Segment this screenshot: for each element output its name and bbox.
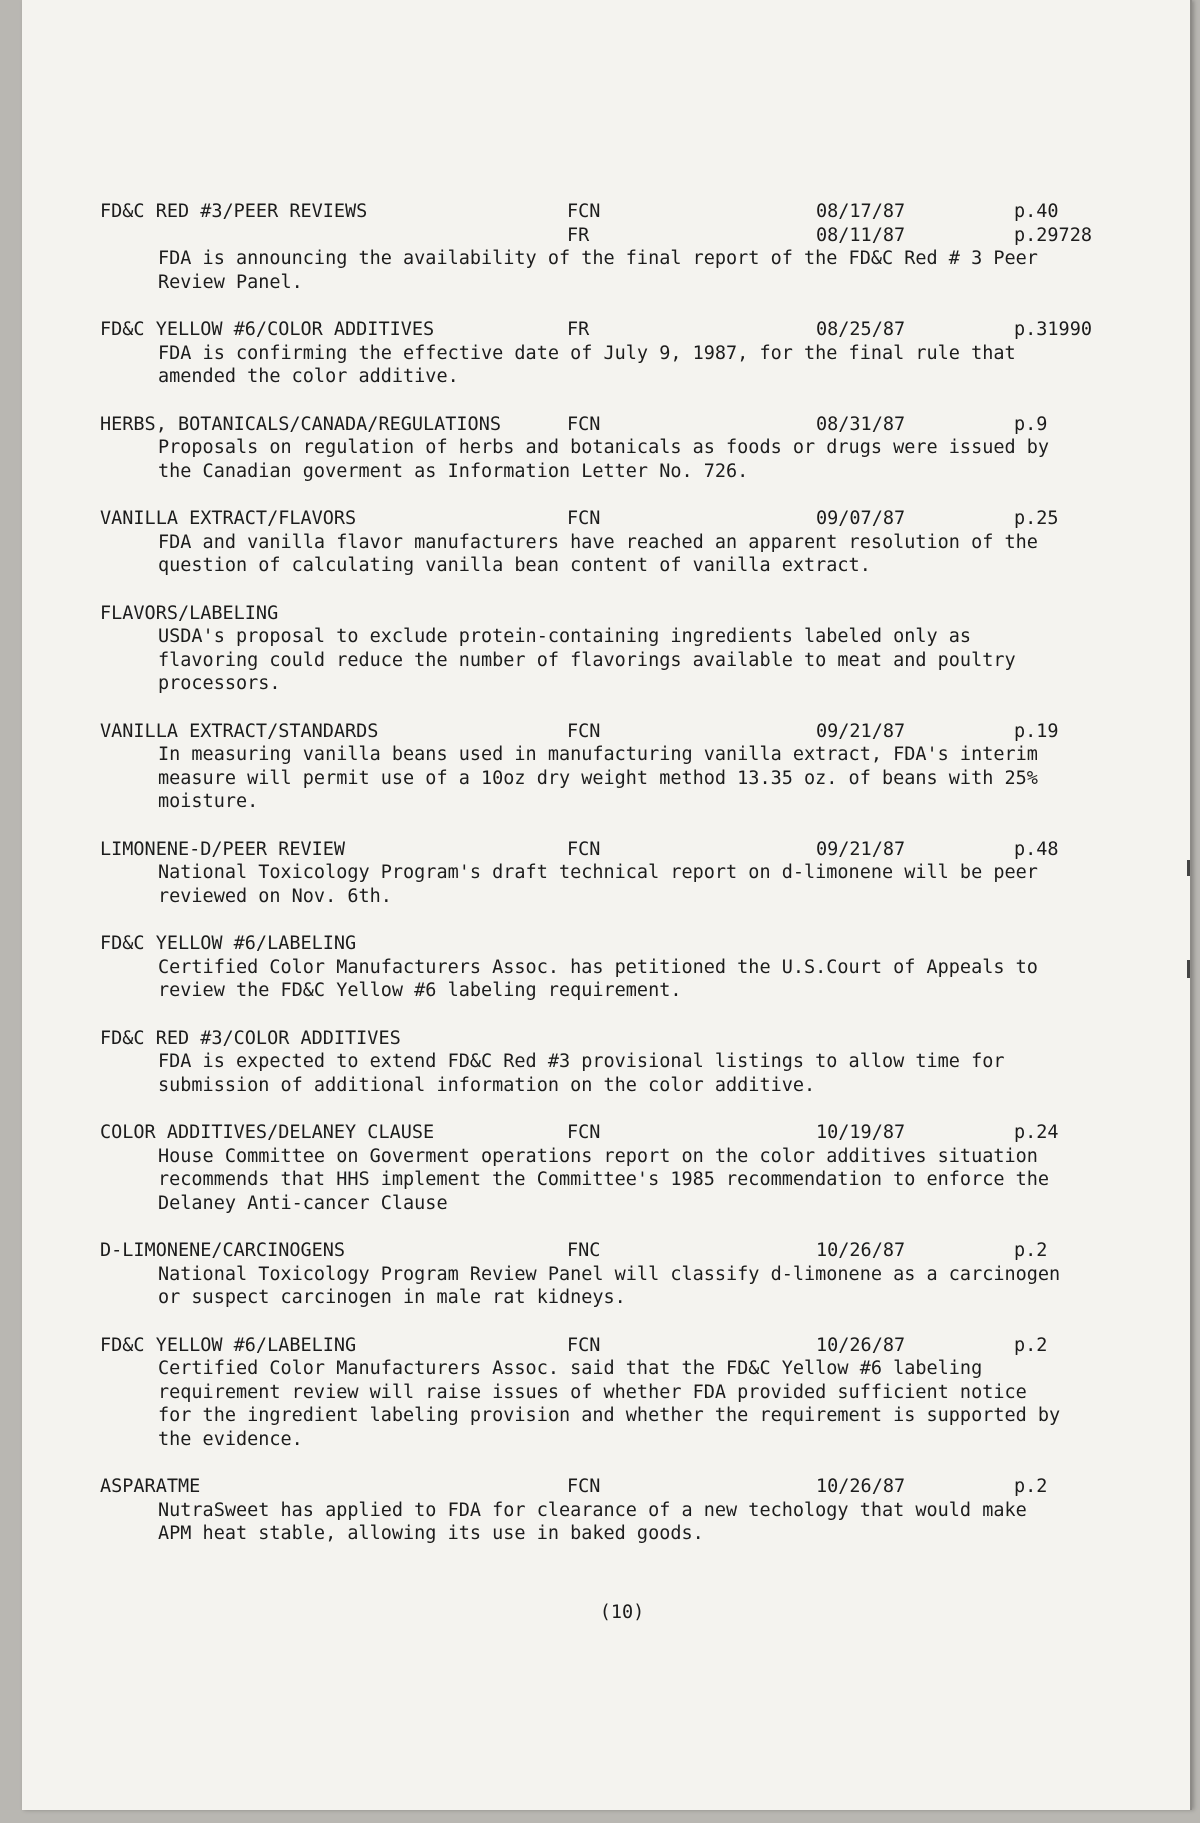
citation-source: FCN (567, 1122, 601, 1143)
description-line: question of calculating vanilla bean content of vanilla extract. (158, 555, 871, 576)
entry-subject: FD&C YELLOW #6/LABELING (100, 1334, 357, 1356)
page-edge-mark (1187, 960, 1190, 978)
citation-source: FCN (567, 1334, 601, 1356)
citation-source: FCN (567, 1476, 601, 1497)
citation-page: p.9 (1014, 413, 1048, 435)
entry-subject: FD&C RED #3/COLOR ADDITIVES (100, 1027, 401, 1049)
entry-description (158, 743, 1158, 814)
description-line: FDA is expected to extend FD&C Red #3 provisional listings to allow time for (158, 1051, 1005, 1072)
index-entry (100, 932, 1160, 1003)
entry-description (158, 861, 1158, 908)
description-line: or suspect carcinogen in male rat kidneys. (158, 1287, 626, 1308)
entry-header-row (100, 838, 1160, 862)
entry-description (158, 247, 1158, 294)
entry-description (158, 1357, 1158, 1451)
description-line: National Toxicology Program's draft technical report on d-limonene will be peer (158, 862, 1038, 883)
description-line: FDA is announcing the availability of the final report of the FD&C Red # 3 Peer (158, 248, 1038, 269)
entry-header-row (100, 720, 1160, 744)
index-entry (100, 413, 1160, 484)
description-line: Proposals on regulation of herbs and botanicals as foods or drugs were issued by (158, 437, 1050, 458)
description-line: NutraSweet has applied to FDA for clearance of a new techology that would make (158, 1499, 1027, 1521)
description-line: In measuring vanilla beans used in manufacturing vanilla extract, FDA's interim (158, 744, 1038, 765)
index-entry (100, 838, 1160, 909)
entry-header-row (100, 224, 1160, 248)
citation-date: 09/07/87 (816, 508, 906, 529)
entry-header-row (100, 507, 1160, 531)
entry-subject: D-LIMONENE/CARCINOGENS (100, 1240, 346, 1261)
entry-header-row (100, 1475, 1160, 1499)
description-line: Delaney Anti-cancer Clause (158, 1192, 448, 1214)
index-entry (100, 1027, 1160, 1098)
entry-description (158, 625, 1158, 696)
citation-date: 10/26/87 (816, 1240, 906, 1261)
description-line: for the ingredient labeling provision and whether the requirement is supported by (158, 1405, 1061, 1426)
index-entry (100, 1121, 1160, 1215)
citation-date: 10/26/87 (816, 1476, 906, 1497)
entry-header-row (100, 318, 1160, 342)
citation-page: p.29728 (1014, 224, 1092, 246)
description-line: House Committee on Goverment operations report on the color additives situation (158, 1145, 1038, 1167)
citation-date: 08/17/87 (816, 201, 906, 222)
citation-source: FCN (567, 508, 601, 529)
description-line: processors. (158, 673, 281, 694)
entry-subject: FD&C RED #3/PEER REVIEWS (100, 201, 368, 222)
description-line: flavoring could reduce the number of flavorings available to meat and poultry (158, 649, 1016, 671)
citation-page: p.19 (1014, 720, 1059, 742)
citation-date: 09/21/87 (816, 720, 906, 742)
citation-source: FCN (567, 201, 601, 222)
entry-subject: FD&C YELLOW #6/LABELING (100, 933, 357, 954)
entry-subject: VANILLA EXTRACT/FLAVORS (100, 508, 357, 529)
description-line: USDA's proposal to exclude protein-containing ingredients labeled only as (158, 626, 972, 647)
entry-header-row (100, 200, 1160, 224)
entry-header-row (100, 602, 1160, 626)
description-line: measure will permit use of a 10oz dry weight method 13.35 oz. of beans with 25% (158, 767, 1038, 789)
citation-date: 08/11/87 (816, 224, 906, 246)
citation-source: FR (567, 319, 590, 340)
citation-date: 10/26/87 (816, 1334, 906, 1356)
citation-source: FCN (567, 720, 601, 742)
citation-source: FR (567, 224, 590, 246)
entry-header-row (100, 413, 1160, 437)
citation-page: p.2 (1014, 1476, 1048, 1497)
page-edge-mark (1187, 860, 1190, 876)
description-line: National Toxicology Program Review Panel will classify d-limonene as a carcinogen (158, 1263, 1061, 1285)
description-line: reviewed on Nov. 6th. (158, 885, 392, 907)
entry-subject: ASPARATME (100, 1476, 201, 1497)
entry-description (158, 1145, 1158, 1216)
index-entry (100, 507, 1160, 578)
description-line: requirement review will raise issues of whether FDA provided sufficient notice (158, 1381, 1027, 1403)
citation-source: FCN (567, 413, 601, 435)
entry-header-row (100, 1027, 1160, 1051)
entry-description (158, 956, 1158, 1003)
citation-page: p.31990 (1014, 319, 1092, 340)
citation-date: 09/21/87 (816, 838, 906, 860)
entry-description (158, 531, 1158, 578)
index-entry (100, 602, 1160, 696)
entry-description (158, 1263, 1158, 1310)
description-line: APM heat stable, allowing its use in baked goods. (158, 1523, 704, 1544)
description-line: submission of additional information on the color additive. (158, 1074, 816, 1096)
index-entry (100, 720, 1160, 814)
entry-description (158, 342, 1158, 389)
description-line: amended the color additive. (158, 366, 459, 387)
citation-page: p.25 (1014, 508, 1059, 529)
index-entry (100, 1239, 1160, 1310)
document-page (22, 0, 1192, 1810)
page-number: (10) (599, 1602, 645, 1623)
entry-subject: VANILLA EXTRACT/STANDARDS (100, 720, 379, 742)
entry-description (158, 1050, 1158, 1097)
entry-header-row (100, 932, 1160, 956)
entry-subject: FLAVORS/LABELING (100, 602, 279, 624)
citation-page: p.2 (1014, 1334, 1048, 1356)
entry-subject: LIMONENE-D/PEER REVIEW (100, 838, 346, 860)
description-line: moisture. (158, 791, 259, 812)
index-entry (100, 318, 1160, 389)
citation-date: 08/31/87 (816, 413, 906, 435)
index-entry (100, 1475, 1160, 1546)
entry-header-row (100, 1121, 1160, 1145)
entry-subject: FD&C YELLOW #6/COLOR ADDITIVES (100, 319, 435, 340)
description-line: Review Panel. (158, 271, 303, 293)
entry-list (100, 200, 1160, 1570)
entry-description (158, 436, 1158, 483)
description-line: FDA and vanilla flavor manufacturers have reached an apparent resolution of the (158, 531, 1038, 553)
entry-header-row (100, 1239, 1160, 1263)
entry-subject: HERBS, BOTANICALS/CANADA/REGULATIONS (100, 413, 501, 435)
citation-page: p.48 (1014, 838, 1059, 860)
citation-source: FNC (567, 1240, 601, 1261)
description-line: Certified Color Manufacturers Assoc. has petitioned the U.S.Court of Appeals to (158, 956, 1038, 978)
index-entry (100, 1334, 1160, 1452)
index-entry (100, 200, 1160, 294)
description-line: the Canadian goverment as Information Letter No. 726. (158, 460, 749, 482)
citation-source: FCN (567, 838, 601, 860)
citation-page: p.40 (1014, 201, 1059, 222)
description-line: review the FD&C Yellow #6 labeling requirement. (158, 980, 682, 1001)
entry-subject: COLOR ADDITIVES/DELANEY CLAUSE (100, 1122, 435, 1143)
description-line: Certified Color Manufacturers Assoc. said that the FD&C Yellow #6 labeling (158, 1358, 983, 1379)
entry-description (158, 1499, 1158, 1546)
citation-page: p.2 (1014, 1240, 1048, 1261)
entry-header-row (100, 1334, 1160, 1358)
description-line: the evidence. (158, 1428, 303, 1450)
citation-date: 10/19/87 (816, 1122, 906, 1143)
citation-page: p.24 (1014, 1122, 1059, 1143)
citation-date: 08/25/87 (816, 319, 906, 340)
description-line: recommends that HHS implement the Committee's 1985 recommendation to enforce the (158, 1169, 1050, 1190)
description-line: FDA is confirming the effective date of July 9, 1987, for the final rule that (158, 342, 1016, 364)
